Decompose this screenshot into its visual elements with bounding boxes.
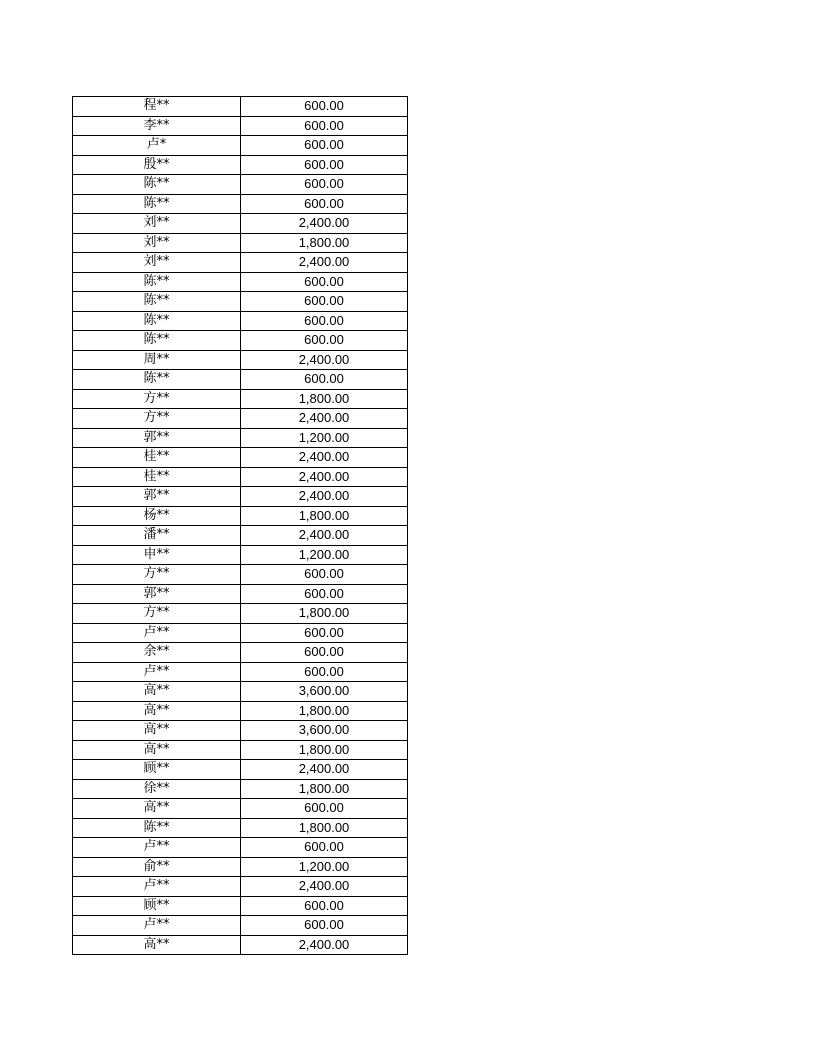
table-row xyxy=(73,701,408,721)
amount-cell: 600.00 xyxy=(241,799,408,819)
name-cell: 卢** xyxy=(73,877,241,897)
name-cell: 高** xyxy=(73,740,241,760)
table-row xyxy=(73,467,408,487)
amount-cell: 600.00 xyxy=(241,643,408,663)
amount-cell: 1,800.00 xyxy=(241,818,408,838)
amount-cell: 2,400.00 xyxy=(241,760,408,780)
table-row xyxy=(73,116,408,136)
name-cell: 杨** xyxy=(73,506,241,526)
name-cell: 陈** xyxy=(73,272,241,292)
name-cell: 俞** xyxy=(73,857,241,877)
table-row xyxy=(73,818,408,838)
amount-cell: 600.00 xyxy=(241,194,408,214)
table-row xyxy=(73,604,408,624)
name-cell: 陈** xyxy=(73,292,241,312)
amount-cell: 600.00 xyxy=(241,155,408,175)
name-cell: 申** xyxy=(73,545,241,565)
table-row xyxy=(73,350,408,370)
table-row xyxy=(73,175,408,195)
amount-cell: 600.00 xyxy=(241,292,408,312)
table-row xyxy=(73,97,408,117)
amount-cell: 600.00 xyxy=(241,584,408,604)
amount-cell: 600.00 xyxy=(241,331,408,351)
name-cell: 刘** xyxy=(73,233,241,253)
name-cell: 卢** xyxy=(73,838,241,858)
table-row xyxy=(73,935,408,955)
table-row xyxy=(73,311,408,331)
amount-cell: 3,600.00 xyxy=(241,721,408,741)
table-row xyxy=(73,857,408,877)
amount-cell: 600.00 xyxy=(241,97,408,117)
payment-table xyxy=(72,96,408,955)
name-cell: 陈** xyxy=(73,311,241,331)
name-cell: 殷** xyxy=(73,155,241,175)
name-cell: 陈** xyxy=(73,331,241,351)
name-cell: 郭** xyxy=(73,584,241,604)
table-row xyxy=(73,545,408,565)
table-row xyxy=(73,526,408,546)
name-cell: 余** xyxy=(73,643,241,663)
amount-cell: 600.00 xyxy=(241,662,408,682)
name-cell: 高** xyxy=(73,799,241,819)
table-row xyxy=(73,877,408,897)
amount-cell: 600.00 xyxy=(241,311,408,331)
amount-cell: 2,400.00 xyxy=(241,467,408,487)
amount-cell: 2,400.00 xyxy=(241,877,408,897)
name-cell: 刘** xyxy=(73,214,241,234)
amount-cell: 600.00 xyxy=(241,116,408,136)
amount-cell: 600.00 xyxy=(241,565,408,585)
amount-cell: 600.00 xyxy=(241,623,408,643)
table-row xyxy=(73,896,408,916)
table-row xyxy=(73,389,408,409)
name-cell: 李** xyxy=(73,116,241,136)
table-row xyxy=(73,740,408,760)
amount-cell: 2,400.00 xyxy=(241,409,408,429)
table-row xyxy=(73,214,408,234)
name-cell: 郭** xyxy=(73,428,241,448)
amount-cell: 2,400.00 xyxy=(241,487,408,507)
table-row xyxy=(73,272,408,292)
amount-cell: 600.00 xyxy=(241,896,408,916)
name-cell: 桂** xyxy=(73,467,241,487)
table-row xyxy=(73,136,408,156)
name-cell: 陈** xyxy=(73,370,241,390)
amount-cell: 2,400.00 xyxy=(241,448,408,468)
name-cell: 周** xyxy=(73,350,241,370)
amount-cell: 1,800.00 xyxy=(241,233,408,253)
table-row xyxy=(73,194,408,214)
table-row xyxy=(73,643,408,663)
amount-cell: 2,400.00 xyxy=(241,935,408,955)
name-cell: 程** xyxy=(73,97,241,117)
name-cell: 方** xyxy=(73,604,241,624)
amount-cell: 1,800.00 xyxy=(241,506,408,526)
table-row xyxy=(73,760,408,780)
table-row xyxy=(73,779,408,799)
table-row xyxy=(73,506,408,526)
amount-cell: 1,200.00 xyxy=(241,428,408,448)
table-row xyxy=(73,487,408,507)
amount-cell: 2,400.00 xyxy=(241,526,408,546)
amount-cell: 1,200.00 xyxy=(241,545,408,565)
name-cell: 卢* xyxy=(73,136,241,156)
table-row xyxy=(73,233,408,253)
amount-cell: 1,800.00 xyxy=(241,701,408,721)
table-row xyxy=(73,253,408,273)
name-cell: 卢** xyxy=(73,916,241,936)
table-row xyxy=(73,662,408,682)
amount-cell: 1,800.00 xyxy=(241,779,408,799)
table-row xyxy=(73,331,408,351)
table-row xyxy=(73,428,408,448)
amount-cell: 600.00 xyxy=(241,136,408,156)
table-row xyxy=(73,565,408,585)
name-cell: 高** xyxy=(73,721,241,741)
name-cell: 潘** xyxy=(73,526,241,546)
amount-cell: 2,400.00 xyxy=(241,350,408,370)
name-cell: 刘** xyxy=(73,253,241,273)
amount-cell: 600.00 xyxy=(241,175,408,195)
name-cell: 陈** xyxy=(73,818,241,838)
amount-cell: 1,200.00 xyxy=(241,857,408,877)
amount-cell: 2,400.00 xyxy=(241,214,408,234)
table-row xyxy=(73,721,408,741)
table-row xyxy=(73,623,408,643)
name-cell: 郭** xyxy=(73,487,241,507)
name-cell: 陈** xyxy=(73,175,241,195)
name-cell: 卢** xyxy=(73,623,241,643)
name-cell: 卢** xyxy=(73,662,241,682)
name-cell: 顾** xyxy=(73,760,241,780)
name-cell: 方** xyxy=(73,389,241,409)
name-cell: 顾** xyxy=(73,896,241,916)
table-row xyxy=(73,370,408,390)
name-cell: 高** xyxy=(73,682,241,702)
table-row xyxy=(73,409,408,429)
amount-cell: 600.00 xyxy=(241,370,408,390)
payment-table-body xyxy=(73,97,408,955)
name-cell: 方** xyxy=(73,409,241,429)
table-row xyxy=(73,584,408,604)
amount-cell: 1,800.00 xyxy=(241,604,408,624)
table-row xyxy=(73,799,408,819)
amount-cell: 3,600.00 xyxy=(241,682,408,702)
table-row xyxy=(73,682,408,702)
amount-cell: 600.00 xyxy=(241,272,408,292)
table-row xyxy=(73,448,408,468)
amount-cell: 1,800.00 xyxy=(241,389,408,409)
name-cell: 高** xyxy=(73,935,241,955)
name-cell: 桂** xyxy=(73,448,241,468)
name-cell: 陈** xyxy=(73,194,241,214)
name-cell: 方** xyxy=(73,565,241,585)
name-cell: 徐** xyxy=(73,779,241,799)
amount-cell: 600.00 xyxy=(241,838,408,858)
amount-cell: 2,400.00 xyxy=(241,253,408,273)
name-cell: 高** xyxy=(73,701,241,721)
amount-cell: 1,800.00 xyxy=(241,740,408,760)
amount-cell: 600.00 xyxy=(241,916,408,936)
table-row xyxy=(73,155,408,175)
table-row xyxy=(73,838,408,858)
table-row xyxy=(73,916,408,936)
table-row xyxy=(73,292,408,312)
